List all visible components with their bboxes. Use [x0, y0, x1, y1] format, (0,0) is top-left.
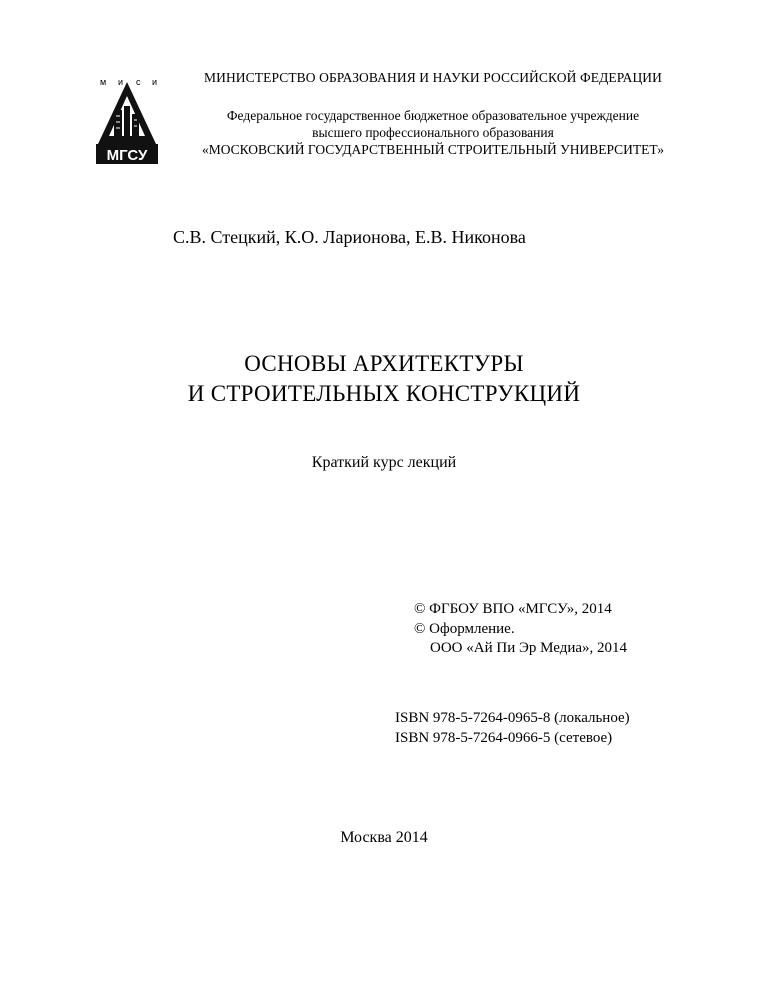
logo-letter: и [152, 77, 158, 87]
isbn-block [395, 709, 630, 748]
copyright-line: ООО «Ай Пи Эр Медиа», 2014 [430, 640, 628, 656]
university-logo-icon [94, 76, 160, 166]
institution-name [178, 107, 688, 158]
title-line: ОСНОВЫ АРХИТЕКТУРЫ [244, 351, 524, 376]
isbn-line: ISBN 978-5-7264-0965-8 (локальное) [395, 710, 630, 726]
institution-line: «МОСКОВСКИЙ ГОСУДАРСТВЕННЫЙ СТРОИТЕЛЬНЫЙ УНИВЕРСИТЕТ» [201, 142, 665, 157]
copyright-block [414, 600, 627, 659]
logo-abbr: МГСУ [106, 147, 148, 164]
logo-letter: с [136, 77, 141, 87]
copyright-line: © Оформление. [414, 620, 515, 637]
publication-place-year: Москва 2014 [340, 829, 428, 846]
book-subtitle: Краткий курс лекций [311, 454, 457, 471]
logo-letter: м [100, 77, 107, 87]
ministry-heading: МИНИСТЕРСТВО ОБРАЗОВАНИЯ И НАУКИ РОССИЙСКОЙ ФЕДЕРАЦИИ [204, 70, 662, 85]
authors: С.В. Стецкий, К.О. Ларионова, Е.В. Никонова [173, 227, 526, 247]
title-line: И СТРОИТЕЛЬНЫХ КОНСТРУКЦИЙ [187, 381, 581, 406]
copyright-line: © ФГБОУ ВПО «МГСУ», 2014 [414, 601, 612, 617]
logo-letter: и [118, 77, 124, 87]
institution-line: высшего профессионального образования [312, 125, 554, 140]
book-title [0, 349, 768, 409]
isbn-line: ISBN 978-5-7264-0966-5 (сетевое) [395, 729, 613, 746]
institution-line: Федеральное государственное бюджетное образовательное учреждение [226, 108, 640, 123]
